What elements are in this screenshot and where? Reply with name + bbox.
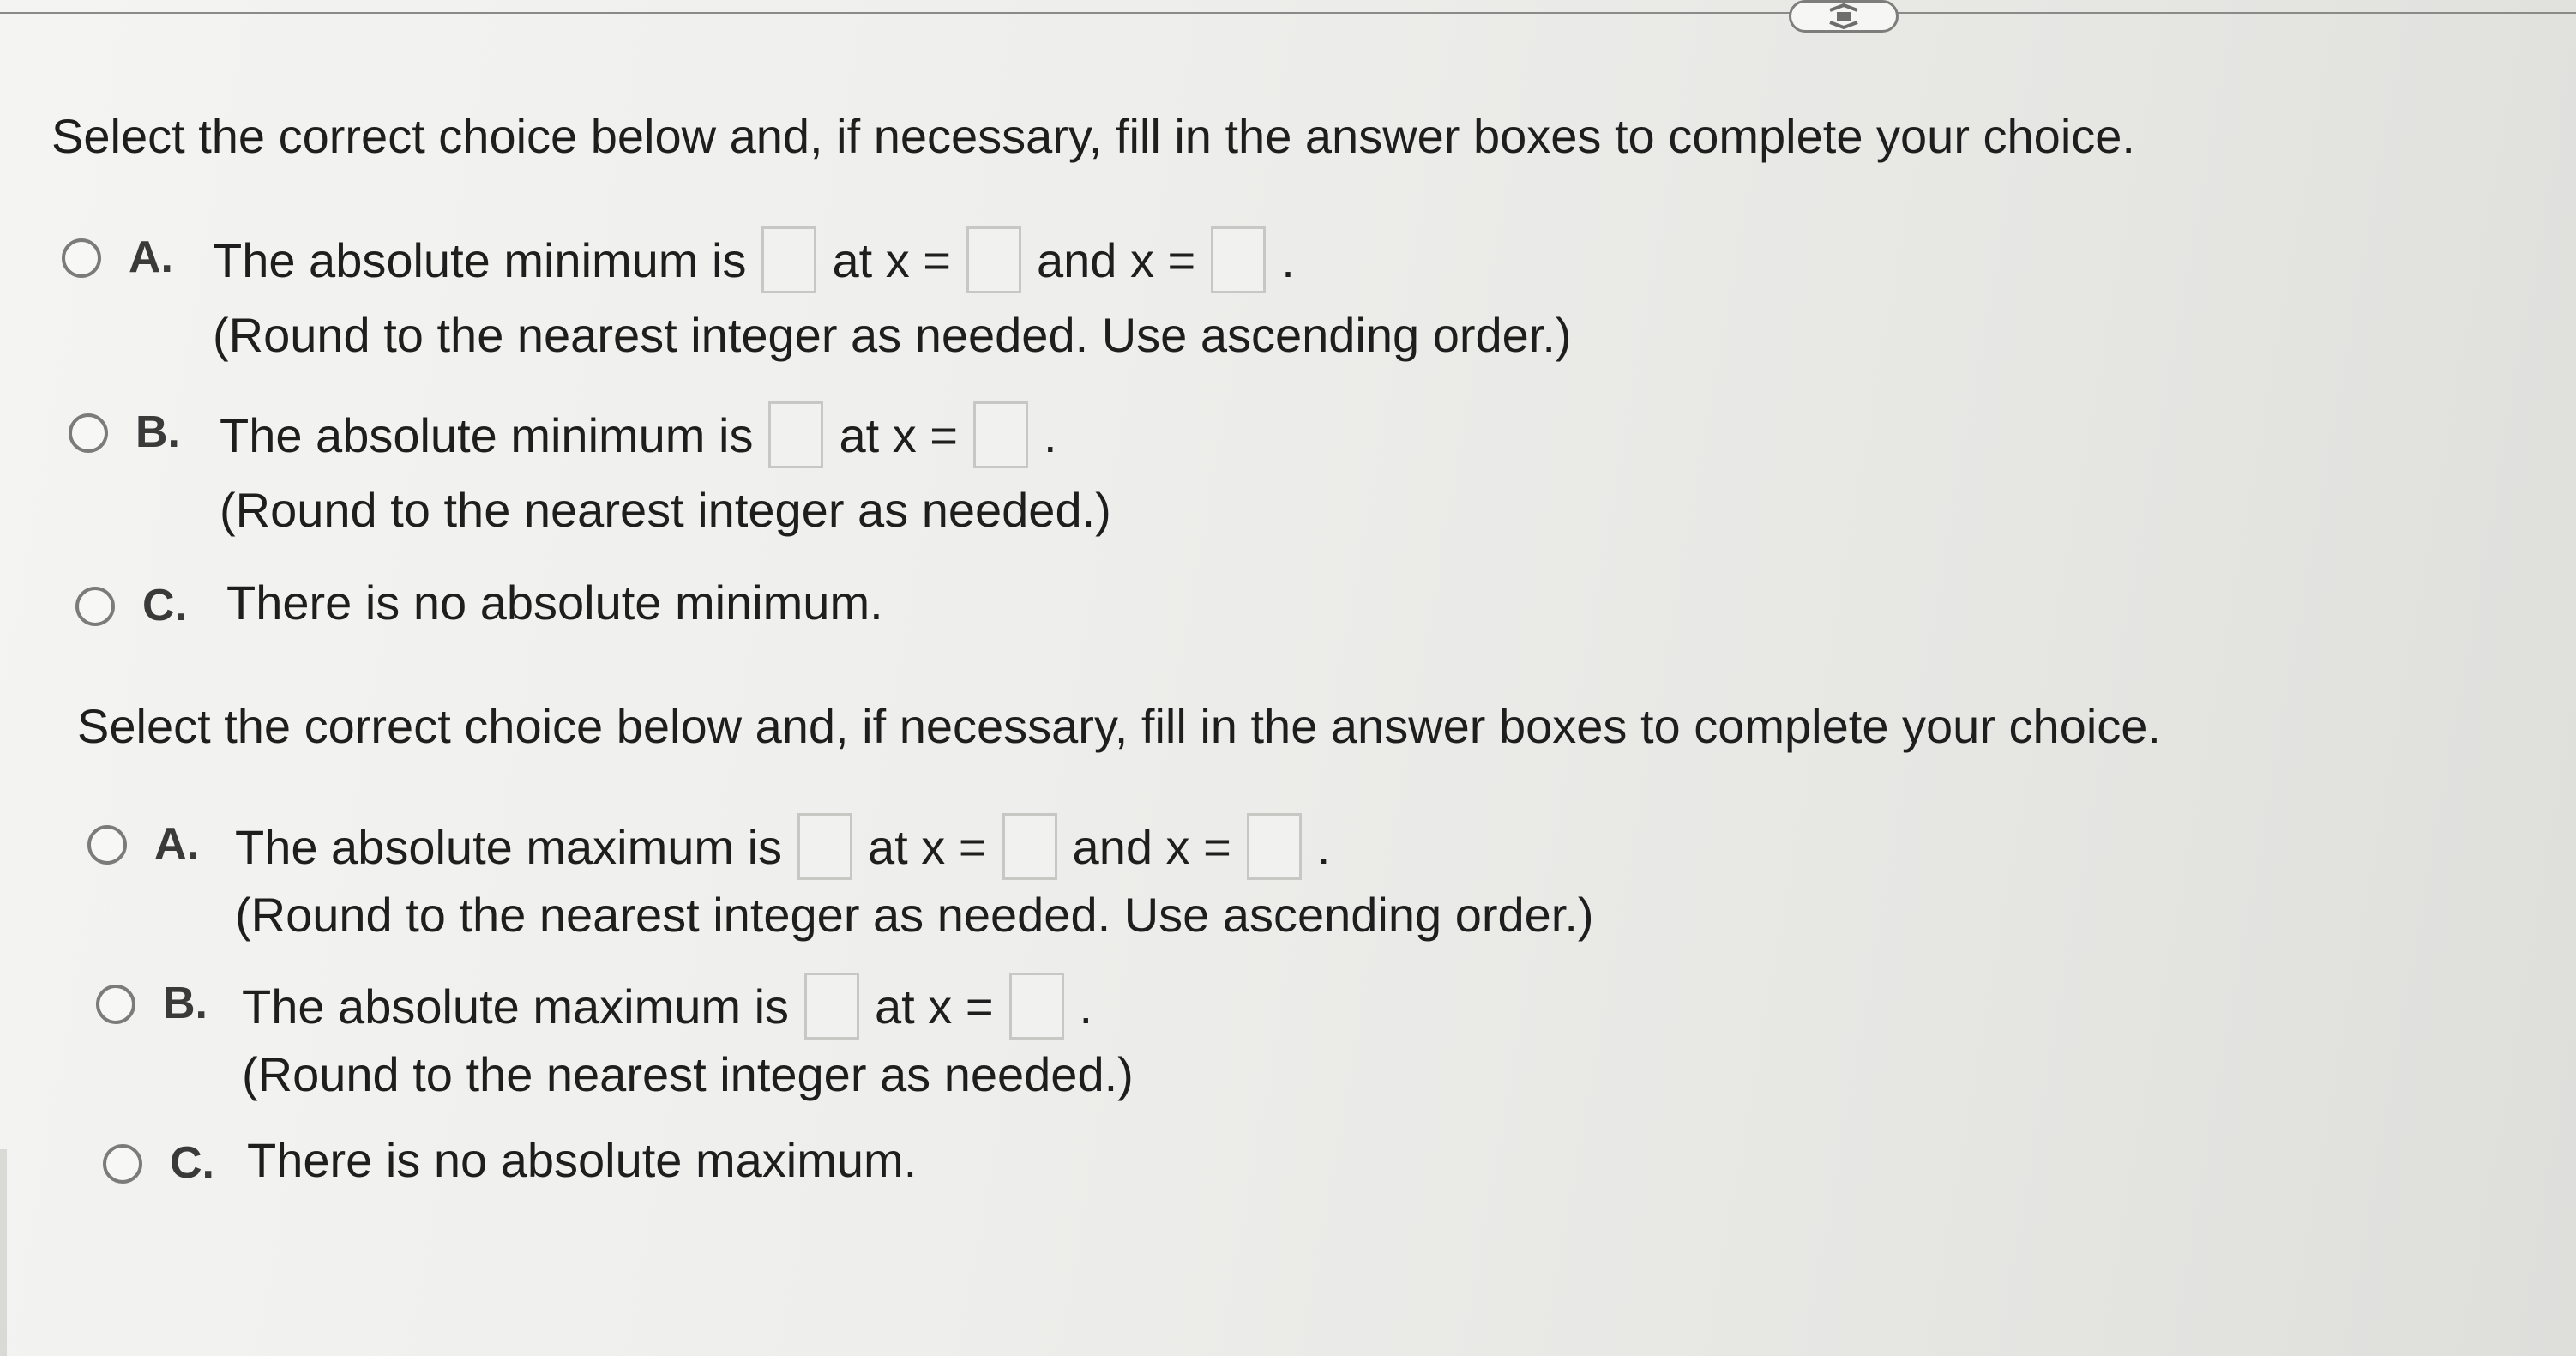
choice-text: There is no absolute maximum. bbox=[247, 1133, 918, 1187]
choice-text: There is no absolute minimum. bbox=[226, 576, 883, 630]
choice-letter: B. bbox=[135, 407, 180, 457]
choice-letter: B. bbox=[163, 979, 208, 1028]
choice-max-a[interactable] bbox=[87, 818, 1631, 942]
expand-handle-icon bbox=[1825, 3, 1863, 29]
choice-min-b[interactable] bbox=[69, 407, 1612, 537]
answer-box-min-b-x[interactable] bbox=[973, 401, 1028, 468]
choice-text: The absolute maximum is bbox=[242, 979, 790, 1034]
radio-max-c[interactable] bbox=[103, 1144, 142, 1184]
choice-letter: C. bbox=[142, 581, 187, 630]
choice-letter: A. bbox=[129, 232, 173, 282]
choice-text: at x = bbox=[868, 819, 987, 874]
choice-note: (Round to the nearest integer as needed. Use ascending order.) bbox=[235, 888, 1594, 942]
choice-max-b[interactable] bbox=[96, 978, 1640, 1101]
choice-text: and x = bbox=[1072, 819, 1231, 874]
choice-text: and x = bbox=[1036, 232, 1196, 287]
choice-text: The absolute minimum is bbox=[220, 407, 754, 462]
radio-min-b[interactable] bbox=[69, 413, 108, 453]
choice-note: (Round to the nearest integer as needed. Use ascending order.) bbox=[213, 308, 1572, 362]
instruction-minimum: Select the correct choice below and, if necessary, fill in the answer boxes to complete your choice. bbox=[51, 109, 2135, 163]
left-edge-shadow bbox=[0, 1149, 7, 1356]
instruction-maximum: Select the correct choice below and, if necessary, fill in the answer boxes to complete your choice. bbox=[77, 699, 2161, 753]
top-divider bbox=[0, 12, 2576, 14]
period: . bbox=[1281, 232, 1295, 287]
period: . bbox=[1043, 407, 1057, 462]
choice-text: at x = bbox=[832, 232, 951, 287]
radio-max-a[interactable] bbox=[87, 825, 127, 865]
choice-min-a[interactable] bbox=[62, 232, 1605, 362]
choice-text: at x = bbox=[839, 407, 958, 462]
choice-text: at x = bbox=[875, 979, 994, 1034]
expand-handle[interactable] bbox=[1789, 0, 1899, 33]
answer-box-min-x2[interactable] bbox=[1211, 226, 1266, 293]
period: . bbox=[1079, 979, 1093, 1034]
choice-note: (Round to the nearest integer as needed.) bbox=[220, 483, 1111, 537]
answer-box-max-x1[interactable] bbox=[1002, 813, 1057, 880]
answer-box-min-x1[interactable] bbox=[966, 226, 1021, 293]
choice-text: The absolute maximum is bbox=[235, 819, 783, 874]
period: . bbox=[1316, 819, 1331, 874]
choice-letter: A. bbox=[154, 819, 199, 869]
answer-box-min-value[interactable] bbox=[761, 226, 816, 293]
answer-box-min-b-value[interactable] bbox=[768, 401, 823, 468]
answer-box-max-b-value[interactable] bbox=[804, 973, 859, 1040]
choice-min-c[interactable] bbox=[75, 576, 1619, 648]
choice-text: The absolute minimum is bbox=[213, 232, 747, 287]
radio-max-b[interactable] bbox=[96, 985, 135, 1024]
radio-min-a[interactable] bbox=[62, 238, 101, 278]
answer-box-max-b-x[interactable] bbox=[1009, 973, 1064, 1040]
answer-box-max-x2[interactable] bbox=[1247, 813, 1302, 880]
choice-max-c[interactable] bbox=[103, 1133, 1646, 1206]
answer-box-max-value[interactable] bbox=[797, 813, 852, 880]
radio-min-c[interactable] bbox=[75, 587, 115, 626]
choice-letter: C. bbox=[170, 1138, 214, 1188]
choice-note: (Round to the nearest integer as needed.) bbox=[242, 1047, 1134, 1101]
